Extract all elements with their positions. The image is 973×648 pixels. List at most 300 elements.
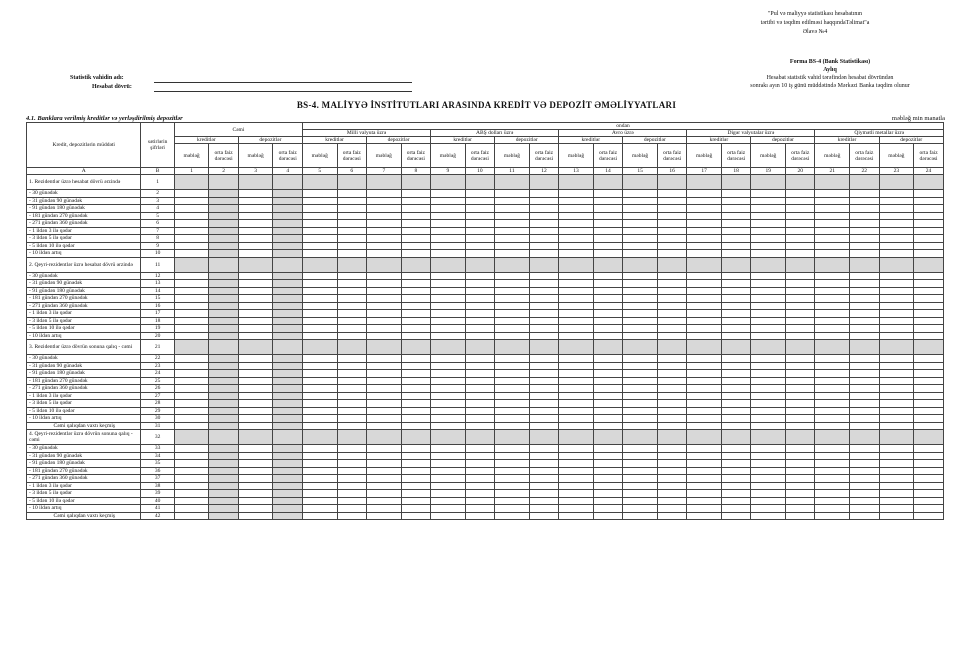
value-cell[interactable]: [465, 385, 495, 393]
value-cell[interactable]: [273, 370, 303, 378]
value-cell[interactable]: [431, 400, 466, 408]
value-cell[interactable]: [721, 505, 751, 513]
value-cell[interactable]: [337, 212, 367, 220]
value-cell[interactable]: [495, 212, 530, 220]
value-cell[interactable]: [623, 497, 658, 505]
value-cell[interactable]: [465, 415, 495, 423]
value-cell[interactable]: [559, 400, 594, 408]
value-cell[interactable]: [431, 422, 466, 430]
value-cell[interactable]: [238, 415, 273, 423]
value-cell[interactable]: [495, 295, 530, 303]
value-cell[interactable]: [495, 317, 530, 325]
value-cell[interactable]: [559, 415, 594, 423]
value-cell[interactable]: [785, 400, 815, 408]
value-cell[interactable]: [174, 302, 209, 310]
value-cell[interactable]: [209, 317, 239, 325]
value-cell[interactable]: [401, 505, 431, 513]
value-cell[interactable]: [721, 310, 751, 318]
value-cell[interactable]: [401, 205, 431, 213]
value-cell[interactable]: [785, 340, 815, 355]
value-cell[interactable]: [529, 340, 559, 355]
value-cell[interactable]: [593, 242, 623, 250]
value-cell[interactable]: [593, 430, 623, 445]
value-cell[interactable]: [593, 280, 623, 288]
value-cell[interactable]: [879, 325, 914, 333]
value-cell[interactable]: [401, 400, 431, 408]
value-cell[interactable]: [401, 497, 431, 505]
value-cell[interactable]: [593, 482, 623, 490]
value-cell[interactable]: [751, 272, 786, 280]
value-cell[interactable]: [815, 490, 850, 498]
value-cell[interactable]: [367, 287, 402, 295]
value-cell[interactable]: [687, 175, 722, 190]
value-cell[interactable]: [657, 310, 687, 318]
value-cell[interactable]: [559, 370, 594, 378]
value-cell[interactable]: [209, 272, 239, 280]
value-cell[interactable]: [529, 422, 559, 430]
value-cell[interactable]: [850, 407, 880, 415]
value-cell[interactable]: [495, 407, 530, 415]
value-cell[interactable]: [657, 287, 687, 295]
value-cell[interactable]: [367, 505, 402, 513]
value-cell[interactable]: [879, 280, 914, 288]
value-cell[interactable]: [879, 362, 914, 370]
value-cell[interactable]: [529, 445, 559, 453]
value-cell[interactable]: [401, 212, 431, 220]
value-cell[interactable]: [879, 257, 914, 272]
value-cell[interactable]: [401, 295, 431, 303]
value-cell[interactable]: [850, 175, 880, 190]
value-cell[interactable]: [593, 400, 623, 408]
value-cell[interactable]: [302, 505, 337, 513]
value-cell[interactable]: [273, 287, 303, 295]
value-cell[interactable]: [687, 362, 722, 370]
value-cell[interactable]: [850, 302, 880, 310]
value-cell[interactable]: [623, 302, 658, 310]
value-cell[interactable]: [174, 212, 209, 220]
value-cell[interactable]: [238, 325, 273, 333]
value-cell[interactable]: [559, 212, 594, 220]
value-cell[interactable]: [273, 190, 303, 198]
value-cell[interactable]: [302, 332, 337, 340]
value-cell[interactable]: [879, 392, 914, 400]
value-cell[interactable]: [273, 302, 303, 310]
value-cell[interactable]: [401, 445, 431, 453]
value-cell[interactable]: [465, 505, 495, 513]
value-cell[interactable]: [850, 205, 880, 213]
value-cell[interactable]: [914, 197, 944, 205]
value-cell[interactable]: [623, 467, 658, 475]
value-cell[interactable]: [529, 212, 559, 220]
value-cell[interactable]: [337, 452, 367, 460]
value-cell[interactable]: [593, 310, 623, 318]
value-cell[interactable]: [593, 407, 623, 415]
value-cell[interactable]: [431, 460, 466, 468]
value-cell[interactable]: [273, 482, 303, 490]
value-cell[interactable]: [850, 212, 880, 220]
value-cell[interactable]: [815, 452, 850, 460]
value-cell[interactable]: [850, 422, 880, 430]
value-cell[interactable]: [238, 467, 273, 475]
value-cell[interactable]: [431, 317, 466, 325]
value-cell[interactable]: [623, 490, 658, 498]
value-cell[interactable]: [337, 467, 367, 475]
value-cell[interactable]: [337, 340, 367, 355]
value-cell[interactable]: [337, 287, 367, 295]
value-cell[interactable]: [529, 400, 559, 408]
value-cell[interactable]: [815, 257, 850, 272]
value-cell[interactable]: [367, 317, 402, 325]
value-cell[interactable]: [657, 422, 687, 430]
value-cell[interactable]: [721, 370, 751, 378]
value-cell[interactable]: [721, 385, 751, 393]
value-cell[interactable]: [879, 475, 914, 483]
value-cell[interactable]: [623, 295, 658, 303]
value-cell[interactable]: [431, 467, 466, 475]
value-cell[interactable]: [337, 392, 367, 400]
value-cell[interactable]: [238, 310, 273, 318]
value-cell[interactable]: [850, 362, 880, 370]
value-cell[interactable]: [401, 235, 431, 243]
value-cell[interactable]: [559, 445, 594, 453]
value-cell[interactable]: [914, 242, 944, 250]
value-cell[interactable]: [559, 362, 594, 370]
value-cell[interactable]: [465, 302, 495, 310]
value-cell[interactable]: [529, 452, 559, 460]
value-cell[interactable]: [721, 302, 751, 310]
value-cell[interactable]: [657, 407, 687, 415]
value-cell[interactable]: [657, 482, 687, 490]
value-cell[interactable]: [209, 430, 239, 445]
value-cell[interactable]: [751, 355, 786, 363]
value-cell[interactable]: [751, 205, 786, 213]
value-cell[interactable]: [174, 512, 209, 520]
value-cell[interactable]: [337, 205, 367, 213]
value-cell[interactable]: [593, 370, 623, 378]
value-cell[interactable]: [559, 460, 594, 468]
value-cell[interactable]: [721, 460, 751, 468]
value-cell[interactable]: [495, 497, 530, 505]
value-cell[interactable]: [815, 497, 850, 505]
value-cell[interactable]: [593, 197, 623, 205]
value-cell[interactable]: [431, 250, 466, 258]
value-cell[interactable]: [238, 355, 273, 363]
value-cell[interactable]: [593, 227, 623, 235]
value-cell[interactable]: [401, 310, 431, 318]
value-cell[interactable]: [623, 175, 658, 190]
value-cell[interactable]: [337, 257, 367, 272]
value-cell[interactable]: [785, 415, 815, 423]
value-cell[interactable]: [914, 340, 944, 355]
value-cell[interactable]: [337, 272, 367, 280]
value-cell[interactable]: [174, 242, 209, 250]
value-cell[interactable]: [593, 295, 623, 303]
value-cell[interactable]: [850, 355, 880, 363]
value-cell[interactable]: [529, 482, 559, 490]
value-cell[interactable]: [273, 295, 303, 303]
value-cell[interactable]: [657, 302, 687, 310]
value-cell[interactable]: [593, 250, 623, 258]
value-cell[interactable]: [174, 385, 209, 393]
value-cell[interactable]: [721, 377, 751, 385]
value-cell[interactable]: [687, 317, 722, 325]
value-cell[interactable]: [879, 400, 914, 408]
value-cell[interactable]: [209, 355, 239, 363]
value-cell[interactable]: [721, 430, 751, 445]
value-cell[interactable]: [721, 497, 751, 505]
value-cell[interactable]: [302, 302, 337, 310]
value-cell[interactable]: [623, 400, 658, 408]
value-cell[interactable]: [337, 332, 367, 340]
value-cell[interactable]: [687, 272, 722, 280]
value-cell[interactable]: [593, 392, 623, 400]
value-cell[interactable]: [174, 460, 209, 468]
value-cell[interactable]: [687, 197, 722, 205]
value-cell[interactable]: [431, 407, 466, 415]
value-cell[interactable]: [465, 242, 495, 250]
value-cell[interactable]: [850, 392, 880, 400]
value-cell[interactable]: [209, 205, 239, 213]
value-cell[interactable]: [273, 317, 303, 325]
value-cell[interactable]: [367, 220, 402, 228]
value-cell[interactable]: [914, 220, 944, 228]
value-cell[interactable]: [401, 490, 431, 498]
value-cell[interactable]: [431, 505, 466, 513]
value-cell[interactable]: [623, 505, 658, 513]
value-cell[interactable]: [623, 355, 658, 363]
value-cell[interactable]: [815, 400, 850, 408]
value-cell[interactable]: [302, 445, 337, 453]
value-cell[interactable]: [273, 377, 303, 385]
value-cell[interactable]: [593, 340, 623, 355]
value-cell[interactable]: [687, 287, 722, 295]
value-cell[interactable]: [529, 235, 559, 243]
value-cell[interactable]: [431, 490, 466, 498]
value-cell[interactable]: [850, 332, 880, 340]
value-cell[interactable]: [174, 332, 209, 340]
value-cell[interactable]: [785, 175, 815, 190]
value-cell[interactable]: [559, 355, 594, 363]
value-cell[interactable]: [529, 220, 559, 228]
value-cell[interactable]: [559, 227, 594, 235]
value-cell[interactable]: [495, 355, 530, 363]
value-cell[interactable]: [914, 407, 944, 415]
value-cell[interactable]: [495, 362, 530, 370]
value-cell[interactable]: [465, 235, 495, 243]
value-cell[interactable]: [273, 355, 303, 363]
value-cell[interactable]: [174, 475, 209, 483]
value-cell[interactable]: [879, 227, 914, 235]
value-cell[interactable]: [273, 220, 303, 228]
value-cell[interactable]: [593, 302, 623, 310]
value-cell[interactable]: [209, 475, 239, 483]
value-cell[interactable]: [302, 295, 337, 303]
value-cell[interactable]: [174, 377, 209, 385]
value-cell[interactable]: [367, 197, 402, 205]
value-cell[interactable]: [367, 497, 402, 505]
value-cell[interactable]: [401, 415, 431, 423]
value-cell[interactable]: [465, 370, 495, 378]
value-cell[interactable]: [529, 370, 559, 378]
value-cell[interactable]: [879, 235, 914, 243]
value-cell[interactable]: [815, 295, 850, 303]
value-cell[interactable]: [657, 175, 687, 190]
value-cell[interactable]: [879, 370, 914, 378]
value-cell[interactable]: [721, 280, 751, 288]
value-cell[interactable]: [785, 287, 815, 295]
value-cell[interactable]: [751, 235, 786, 243]
value-cell[interactable]: [495, 392, 530, 400]
value-cell[interactable]: [529, 355, 559, 363]
value-cell[interactable]: [593, 460, 623, 468]
value-cell[interactable]: [401, 257, 431, 272]
value-cell[interactable]: [302, 385, 337, 393]
value-cell[interactable]: [850, 227, 880, 235]
value-cell[interactable]: [879, 310, 914, 318]
value-cell[interactable]: [465, 407, 495, 415]
value-cell[interactable]: [785, 227, 815, 235]
value-cell[interactable]: [367, 235, 402, 243]
value-cell[interactable]: [529, 310, 559, 318]
value-cell[interactable]: [559, 175, 594, 190]
value-cell[interactable]: [209, 242, 239, 250]
value-cell[interactable]: [914, 400, 944, 408]
value-cell[interactable]: [879, 467, 914, 475]
value-cell[interactable]: [623, 242, 658, 250]
value-cell[interactable]: [593, 257, 623, 272]
value-cell[interactable]: [431, 257, 466, 272]
value-cell[interactable]: [815, 422, 850, 430]
value-cell[interactable]: [850, 197, 880, 205]
value-cell[interactable]: [721, 392, 751, 400]
value-cell[interactable]: [623, 430, 658, 445]
value-cell[interactable]: [850, 235, 880, 243]
value-cell[interactable]: [238, 430, 273, 445]
value-cell[interactable]: [687, 250, 722, 258]
value-cell[interactable]: [559, 505, 594, 513]
value-cell[interactable]: [657, 460, 687, 468]
value-cell[interactable]: [209, 235, 239, 243]
value-cell[interactable]: [721, 272, 751, 280]
value-cell[interactable]: [431, 445, 466, 453]
value-cell[interactable]: [751, 295, 786, 303]
value-cell[interactable]: [465, 257, 495, 272]
value-cell[interactable]: [273, 280, 303, 288]
value-cell[interactable]: [465, 280, 495, 288]
value-cell[interactable]: [465, 422, 495, 430]
value-cell[interactable]: [785, 452, 815, 460]
value-cell[interactable]: [238, 272, 273, 280]
value-cell[interactable]: [529, 332, 559, 340]
value-cell[interactable]: [367, 370, 402, 378]
value-cell[interactable]: [559, 317, 594, 325]
value-cell[interactable]: [401, 197, 431, 205]
value-cell[interactable]: [687, 332, 722, 340]
value-cell[interactable]: [914, 482, 944, 490]
value-cell[interactable]: [238, 302, 273, 310]
value-cell[interactable]: [914, 452, 944, 460]
value-cell[interactable]: [721, 250, 751, 258]
value-cell[interactable]: [785, 250, 815, 258]
value-cell[interactable]: [302, 467, 337, 475]
value-cell[interactable]: [687, 212, 722, 220]
value-cell[interactable]: [751, 377, 786, 385]
value-cell[interactable]: [559, 250, 594, 258]
value-cell[interactable]: [914, 190, 944, 198]
value-cell[interactable]: [174, 250, 209, 258]
value-cell[interactable]: [751, 445, 786, 453]
value-cell[interactable]: [914, 445, 944, 453]
value-cell[interactable]: [401, 362, 431, 370]
value-cell[interactable]: [238, 490, 273, 498]
value-cell[interactable]: [785, 362, 815, 370]
value-cell[interactable]: [302, 325, 337, 333]
value-cell[interactable]: [815, 392, 850, 400]
value-cell[interactable]: [431, 310, 466, 318]
value-cell[interactable]: [273, 340, 303, 355]
value-cell[interactable]: [209, 482, 239, 490]
value-cell[interactable]: [337, 250, 367, 258]
value-cell[interactable]: [529, 467, 559, 475]
value-cell[interactable]: [914, 310, 944, 318]
value-cell[interactable]: [593, 332, 623, 340]
value-cell[interactable]: [431, 205, 466, 213]
value-cell[interactable]: [529, 197, 559, 205]
value-cell[interactable]: [914, 287, 944, 295]
value-cell[interactable]: [238, 227, 273, 235]
value-cell[interactable]: [238, 212, 273, 220]
value-cell[interactable]: [593, 415, 623, 423]
value-cell[interactable]: [559, 385, 594, 393]
value-cell[interactable]: [529, 242, 559, 250]
value-cell[interactable]: [623, 452, 658, 460]
value-cell[interactable]: [879, 197, 914, 205]
value-cell[interactable]: [401, 430, 431, 445]
value-cell[interactable]: [465, 332, 495, 340]
value-cell[interactable]: [367, 512, 402, 520]
value-cell[interactable]: [559, 422, 594, 430]
value-cell[interactable]: [431, 377, 466, 385]
value-cell[interactable]: [879, 287, 914, 295]
value-cell[interactable]: [465, 497, 495, 505]
value-cell[interactable]: [302, 280, 337, 288]
value-cell[interactable]: [785, 272, 815, 280]
value-cell[interactable]: [337, 242, 367, 250]
value-cell[interactable]: [785, 212, 815, 220]
value-cell[interactable]: [785, 310, 815, 318]
value-cell[interactable]: [623, 422, 658, 430]
value-cell[interactable]: [174, 415, 209, 423]
value-cell[interactable]: [273, 467, 303, 475]
value-cell[interactable]: [337, 175, 367, 190]
value-cell[interactable]: [815, 475, 850, 483]
value-cell[interactable]: [273, 235, 303, 243]
value-cell[interactable]: [751, 392, 786, 400]
value-cell[interactable]: [687, 220, 722, 228]
value-cell[interactable]: [273, 400, 303, 408]
value-cell[interactable]: [174, 325, 209, 333]
value-cell[interactable]: [623, 407, 658, 415]
value-cell[interactable]: [174, 355, 209, 363]
value-cell[interactable]: [721, 467, 751, 475]
value-cell[interactable]: [273, 227, 303, 235]
value-cell[interactable]: [209, 385, 239, 393]
value-cell[interactable]: [623, 287, 658, 295]
value-cell[interactable]: [174, 257, 209, 272]
value-cell[interactable]: [879, 497, 914, 505]
value-cell[interactable]: [401, 220, 431, 228]
value-cell[interactable]: [623, 220, 658, 228]
